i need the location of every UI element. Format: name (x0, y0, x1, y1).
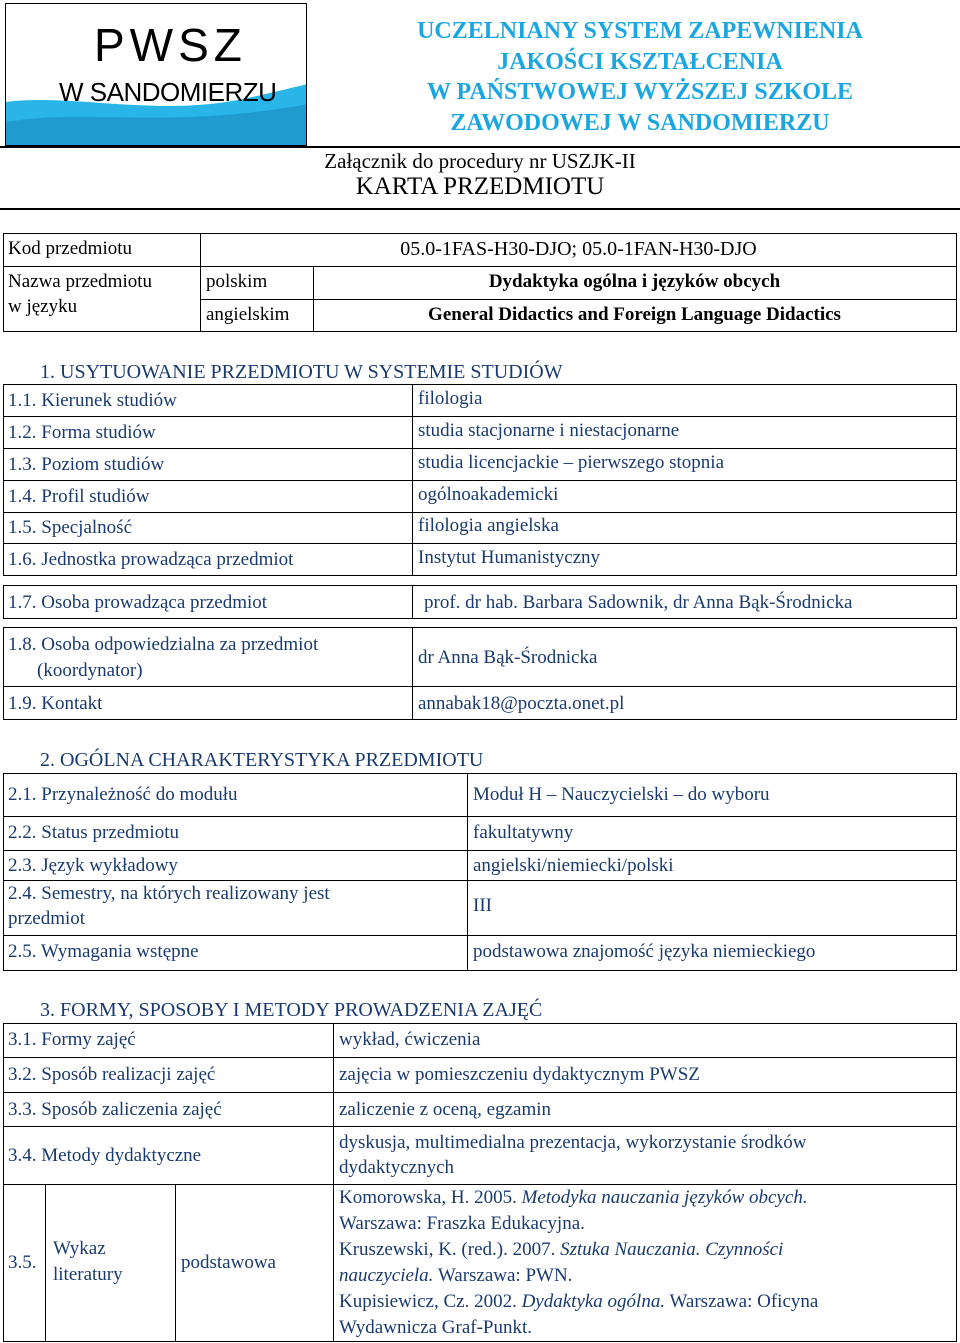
section-1-title: 1. USYTUOWANIE PRZEDMIOTU W SYSTEMIE STUDIÓW (40, 361, 563, 383)
field-label: 1.6. Jednostka prowadząca przedmiot (8, 549, 294, 570)
forms-label: 3.1. Formy zajęć (8, 1029, 136, 1050)
reference-publisher: Warszawa: PWN. (433, 1265, 573, 1286)
lang-polish-label: polskim (206, 271, 268, 292)
field-value: filologia angielska (418, 515, 559, 536)
system-title-line: JAKOŚCI KSZTAŁCENIA (497, 48, 783, 75)
logo-text-sub: W SANDOMIERZU (59, 77, 277, 107)
methods-value: dyskusja, multimedialna prezentacja, wykorzystanie środków (339, 1132, 807, 1153)
status-value: fakultatywny (473, 822, 574, 843)
reference-author: Komorowska, H. 2005. (339, 1187, 522, 1208)
header-divider (0, 208, 960, 210)
reference-item (339, 1264, 572, 1288)
status-label: 2.2. Status przedmiotu (8, 822, 179, 843)
module-value: Moduł H – Nauczycielski – do wyboru (473, 784, 770, 805)
reference-title: nauczyciela. (339, 1265, 434, 1286)
literature-label-2: literatury (53, 1264, 123, 1285)
literature-label: Wykaz (53, 1238, 106, 1259)
institution-logo (5, 3, 307, 146)
reference-item (339, 1186, 808, 1210)
header-divider (0, 146, 960, 148)
realization-value: zajęcia w pomieszczeniu dydaktycznym PWSZ (339, 1064, 700, 1085)
section-3-title: 3. FORMY, SPOSOBY I METODY PROWADZENIA ZAJĘĆ (40, 999, 543, 1021)
field-value: studia licencjackie – pierwszego stopnia (418, 452, 725, 473)
field-label: 1.5. Specjalność (8, 517, 133, 538)
semester-value: III (473, 895, 492, 916)
assessment-value: zaliczenie z oceną, egzamin (339, 1099, 552, 1120)
methods-value-2: dydaktycznych (339, 1157, 455, 1178)
course-code-label: Kod przedmiotu (8, 238, 133, 259)
contact-email: annabak18@poczta.onet.pl (418, 693, 625, 714)
module-label: 2.1. Przynależność do modułu (8, 784, 238, 805)
reference-author: Kupisiewicz, Cz. 2002. (339, 1291, 522, 1312)
forms-value: wykład, ćwiczenia (339, 1029, 481, 1050)
reference-item: Warszawa: Fraszka Edukacyjna. (339, 1213, 585, 1234)
field-label: 1.4. Profil studiów (8, 486, 150, 507)
contact-label: 1.9. Kontakt (8, 693, 103, 714)
requirements-value: podstawowa znajomość języka niemieckiego (473, 941, 816, 962)
assessment-label: 3.3. Sposób zaliczenia zajęć (8, 1099, 222, 1120)
field-label: 1.3. Poziom studiów (8, 454, 165, 475)
course-name-label-lang: w języku (8, 296, 78, 317)
methods-label: 3.4. Metody dydaktyczne (8, 1145, 202, 1166)
field-label: 1.1. Kierunek studiów (8, 390, 177, 411)
semester-label: 2.4. Semestry, na których realizowany jest (8, 883, 330, 904)
field-value: studia stacjonarne i niestacjonarne (418, 420, 680, 441)
literature-type: podstawowa (181, 1252, 276, 1273)
teacher-label: 1.7. Osoba prowadząca przedmiot (8, 592, 268, 613)
reference-title: Metodyka nauczania języków obcych. (521, 1187, 808, 1208)
literature-number: 3.5. (8, 1252, 37, 1273)
course-name-english: General Didactics and Foreign Language Didactics (428, 304, 841, 325)
field-label: 1.2. Forma studiów (8, 422, 156, 443)
realization-label: 3.2. Sposób realizacji zajęć (8, 1064, 216, 1085)
reference-title: Dydaktyka ogólna. (521, 1291, 666, 1312)
section-2-title: 2. OGÓLNA CHARAKTERYSTYKA PRZEDMIOTU (40, 749, 484, 771)
language-value: angielski/niemiecki/polski (473, 855, 674, 876)
field-value: ogólnoakademicki (418, 484, 559, 505)
document-title: KARTA PRZEDMIOTU (355, 173, 605, 200)
coordinator-label: 1.8. Osoba odpowiedzialna za przedmiot (8, 634, 319, 655)
system-title-line: UCZELNIANY SYSTEM ZAPEWNIENIA (417, 18, 863, 44)
coordinator-value: dr Anna Bąk-Środnicka (418, 647, 598, 668)
teacher-value: prof. dr hab. Barbara Sadownik, dr Anna Bąk-Środnicka (424, 592, 853, 613)
reference-title: Sztuka Nauczania. Czynności (560, 1239, 784, 1260)
annex-note: Załącznik do procedury nr USZJK-II (324, 149, 636, 173)
requirements-label: 2.5. Wymagania wstępne (8, 941, 199, 962)
system-title-line: ZAWODOWEJ W SANDOMIERZU (450, 109, 830, 136)
reference-item (339, 1238, 783, 1262)
reference-item (339, 1290, 818, 1314)
field-value: Instytut Humanistyczny (418, 547, 601, 568)
field-value: filologia (418, 388, 483, 409)
course-name-polish: Dydaktyka ogólna i języków obcych (488, 271, 781, 292)
course-code-value: 05.0-1FAS-H30-DJO; 05.0-1FAN-H30-DJO (400, 238, 757, 260)
semester-label-2: przedmiot (8, 908, 86, 929)
lang-english-label: angielskim (206, 304, 290, 325)
logo-text-main: PWSZ (94, 19, 247, 71)
course-name-label: Nazwa przedmiotu (8, 271, 153, 292)
coordinator-label-2: (koordynator) (37, 660, 143, 681)
system-title-line: W PAŃSTWOWEJ WYŻSZEJ SZKOLE (426, 79, 854, 105)
language-label: 2.3. Język wykładowy (8, 855, 178, 876)
reference-publisher: Warszawa: Oficyna (665, 1291, 819, 1312)
system-title (330, 16, 950, 138)
reference-item: Wydawnicza Graf-Punkt. (339, 1317, 533, 1338)
reference-author: Kruszewski, K. (red.). 2007. (339, 1239, 561, 1260)
